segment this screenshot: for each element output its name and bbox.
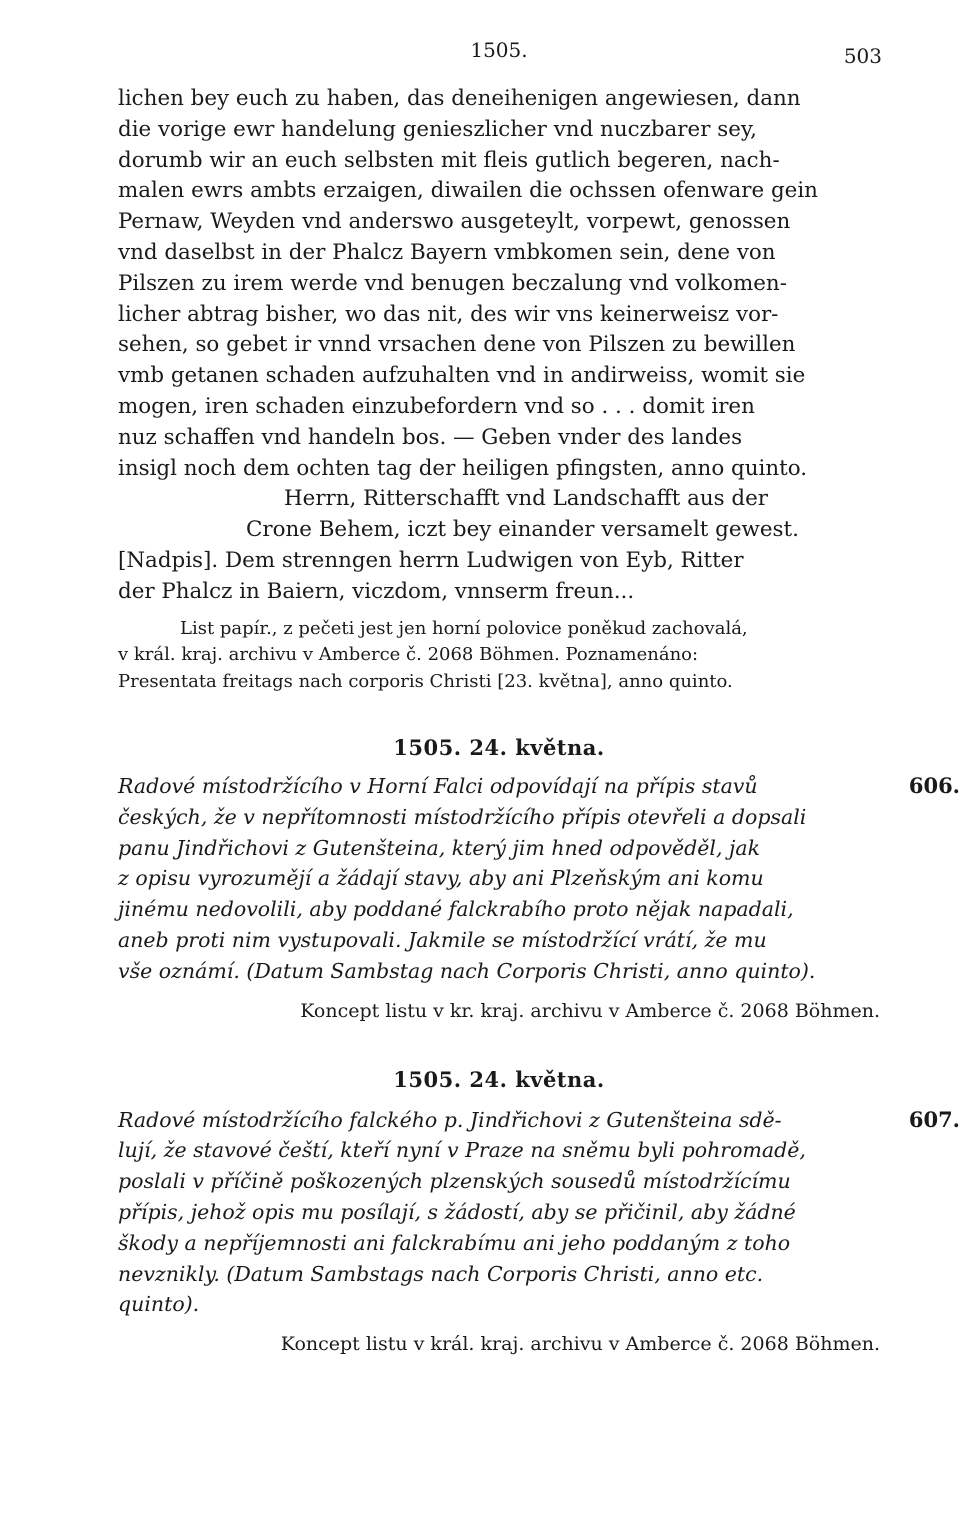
regest	[118, 771, 880, 987]
text-line: vnd daselbst in der Phalcz Bayern vmbkomen sein, dene von	[118, 239, 776, 265]
document-date: 1505. 24. května.	[393, 1066, 605, 1092]
text-line: licher abtrag bisher, wo das nit, des wir vns keinerweisz vor-	[118, 301, 779, 327]
regest-line: nevznikly. (Datum Sambstags nach Corporis Christi, anno etc.	[118, 1261, 764, 1286]
regest-line: quinto).	[118, 1292, 200, 1317]
letter-body	[118, 84, 880, 484]
regest-line: Radové místodržícího v Horní Falci odpovídají na přípis stavů	[118, 774, 758, 799]
regest-line: přípis, jehož opis mu posílají, s žádostí, aby se přičinil, aby žádné	[118, 1200, 796, 1225]
page-number: 503	[843, 44, 882, 68]
running-head: 1505.	[470, 38, 528, 62]
regest	[118, 1105, 880, 1321]
text-line: malen ewrs ambts erzaigen, diwailen die ochssen ofenware gein	[118, 178, 818, 204]
text-line: mogen, iren schaden einzubefordern vnd so . . . domit iren	[118, 393, 755, 419]
note-line: Presentata freitags nach corporis Christi [23. května], anno quinto.	[118, 670, 733, 692]
archival-note	[118, 616, 880, 696]
source-note: Koncept listu v kr. kraj. archivu v Amberce č. 2068 Böhmen.	[300, 999, 880, 1022]
regest-line: poslali v příčině poškozených plzenských sousedů místodržícímu	[118, 1169, 791, 1194]
text-line: Pilszen zu irem werde vnd benugen beczalung vnd volkomen-	[118, 270, 787, 296]
text-line: der Phalcz in Baiern, viczdom, vnnserm freun...	[118, 578, 635, 604]
text-line: lichen bey euch zu haben, das deneihenigen angewiesen, dann	[118, 86, 801, 111]
note-line: List papír., z pečeti jest jen horní polovice poněkud zachovalá,	[180, 617, 748, 639]
document-entry	[118, 1105, 960, 1359]
text-line: vmb getanen schaden aufzuhalten vnd in andirweiss, womit sie	[118, 363, 806, 389]
regest-line: škody a nepříjemnosti ani falckrabímu ani jeho poddaným z toho	[118, 1230, 791, 1255]
document-number: 606.	[908, 773, 960, 799]
regest-line: panu Jindřichovi z Gutenšteina, který jim hned odpověděl, jak	[118, 835, 760, 860]
address-line-1: Herrn, Ritterschafft vnd Landschafft aus der	[284, 486, 768, 512]
document-entry	[118, 771, 960, 1025]
note-line: v král. kraj. archivu v Amberce č. 2068 Böhmen. Poznamenáno:	[118, 644, 699, 666]
regest-line: aneb proti nim vystupovali. Jakmile se místodržící vrátí, že mu	[118, 928, 767, 953]
text-line: die vorige ewr handelung genieszlicher vnd nuczbarer sey,	[118, 116, 757, 142]
superscription	[118, 546, 880, 608]
text-line: dorumb wir an euch selbsten mit fleis gutlich begeren, nach-	[118, 147, 780, 173]
source-note: Koncept listu v král. kraj. archivu v Amberce č. 2068 Böhmen.	[280, 1333, 880, 1356]
text-line: insigl noch dem ochten tag der heiligen pfingsten, anno quinto.	[118, 455, 807, 481]
text-line: sehen, so gebet ir vnnd vrsachen dene von Pilszen zu bewillen	[118, 332, 796, 358]
regest-line: vše oznámí. (Datum Sambstag nach Corporis Christi, anno quinto).	[118, 958, 816, 983]
regest-line: českých, že v nepřítomnosti místodržícího přípis otevřeli a dopsali	[118, 804, 807, 829]
text-line: Pernaw, Weyden vnd anderswo ausgeteylt, vorpewt, genossen	[118, 209, 791, 235]
document-date: 1505. 24. května.	[393, 735, 605, 761]
regest-line: z opisu vyrozumějí a žádají stavy, aby ani Plzeňským ani komu	[118, 866, 764, 891]
page-header	[118, 38, 880, 84]
text-line: [Nadpis]. Dem strenngen herrn Ludwigen von Eyb, Ritter	[118, 547, 744, 573]
regest-line: Radové místodržícího falckého p. Jindřichovi z Gutenšteina sdě-	[118, 1107, 782, 1132]
text-line: nuz schaffen vnd handeln bos. — Geben vnder des landes	[118, 424, 743, 450]
document-page	[118, 38, 960, 1358]
document-number: 607.	[908, 1106, 960, 1132]
address-line-2: Crone Behem, iczt bey einander versamelt gewest.	[246, 517, 799, 543]
regest-line: lují, že stavové čeští, kteří nyní v Praze na sněmu byli pohromadě,	[118, 1138, 806, 1163]
regest-line: jinému nedovolili, aby poddané falckrabího proto nějak napadali,	[118, 897, 794, 922]
